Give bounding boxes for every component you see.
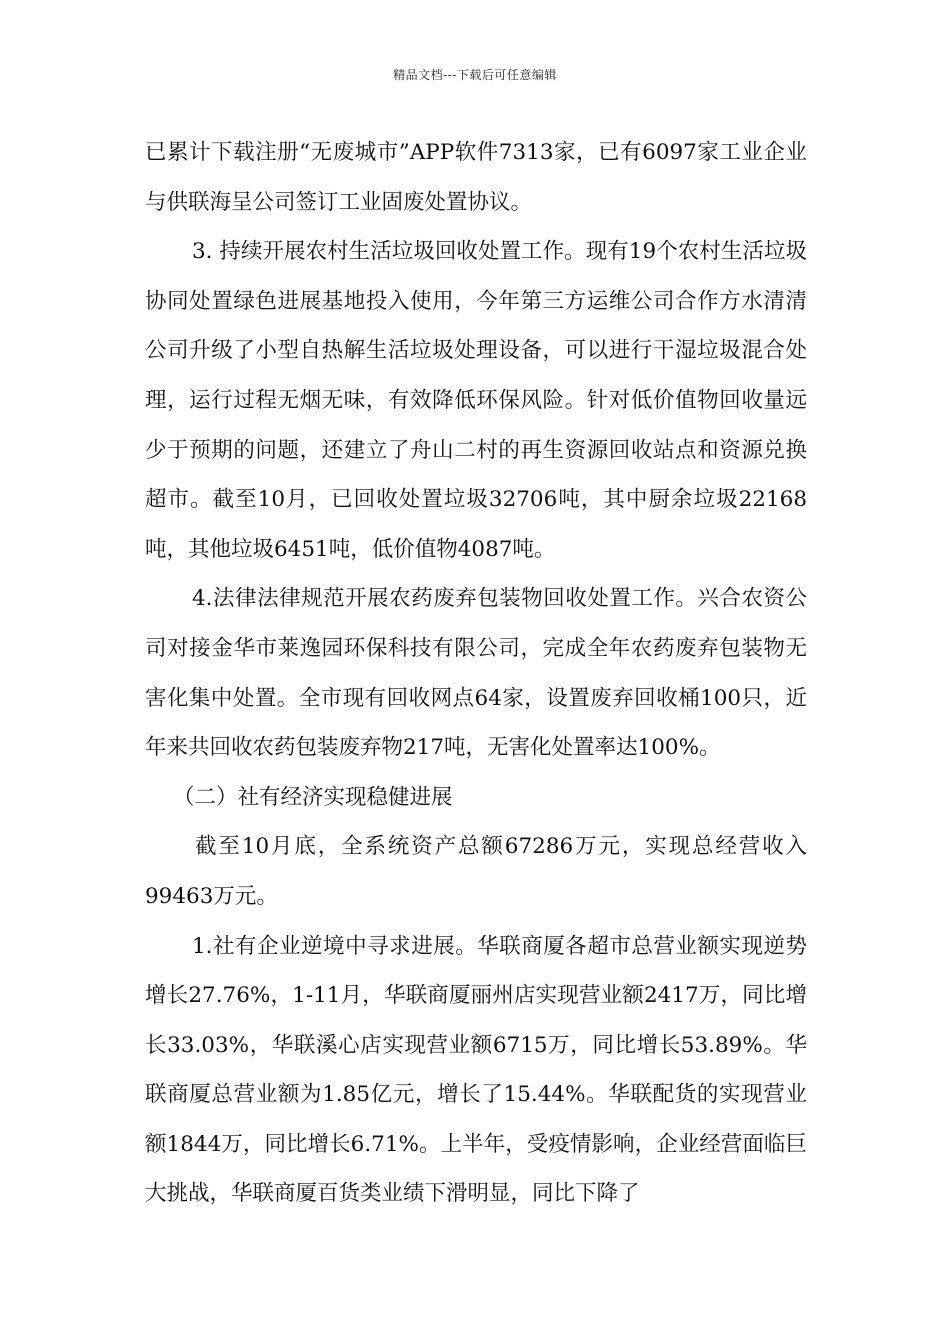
paragraph-assets: 截至10月底，全系统资产总额67286万元，实现总经营收入99463万元。 [145,834,807,909]
paragraph-pesticide-packaging: 4.法律法律规范开展农药废弃包装物回收处置工作。兴合农资公司对接金华市莱逸园环保科技有限公司，完成全年农药废弃包装物无害化集中处置。全市现有回收网点64家，设置废弃回收桶100只，近年来共回收农药包装废弃物217吨，无害化处置率达100%。 [145,586,807,761]
document-body [145,128,807,1219]
page-header: 精品文档---下载后可任意编辑 [393,68,557,82]
paragraph-continuation: 已累计下载注册“无废城市”APP软件7313家，已有6097家工业企业与供联海呈公司签订工业固废处置协议。 [145,140,807,215]
section-heading-economy: （二）社有经济实现稳健进展 [173,784,453,810]
paragraph-enterprises: 1.社有企业逆境中寻求进展。华联商厦各超市总营业额实现逆势增长27.76%，1-11月，华联商厦丽州店实现营业额2417万，同比增长33.03%，华联溪心店实现营业额6715万，同比增长53.89%。华联商厦总营业额为1.85亿元，增长了15.44%。华联配货的实现营业额1844万，同比增长6.71%。上半年，受疫情影响，企业经营面临巨大挑战，华联商厦百货类业绩下滑明显，同比下降了 [145,933,807,1207]
paragraph-rural-waste: 3. 持续开展农村生活垃圾回收处置工作。现有19个农村生活垃圾协同处置绿色进展基地投入使用，今年第三方运维公司合作方水清清公司升级了小型自热解生活垃圾处理设备，可以进行干湿垃圾混合处理，运行过程无烟无味，有效降低环保风险。针对低价值物回收量远少于预期的问题，还建立了舟山二村的再生资源回收站点和资源兑换超市。截至10月，已回收处置垃圾32706吨，其中厨余垃圾22168吨，其他垃圾6451吨，低价值物4087吨。 [145,239,807,562]
